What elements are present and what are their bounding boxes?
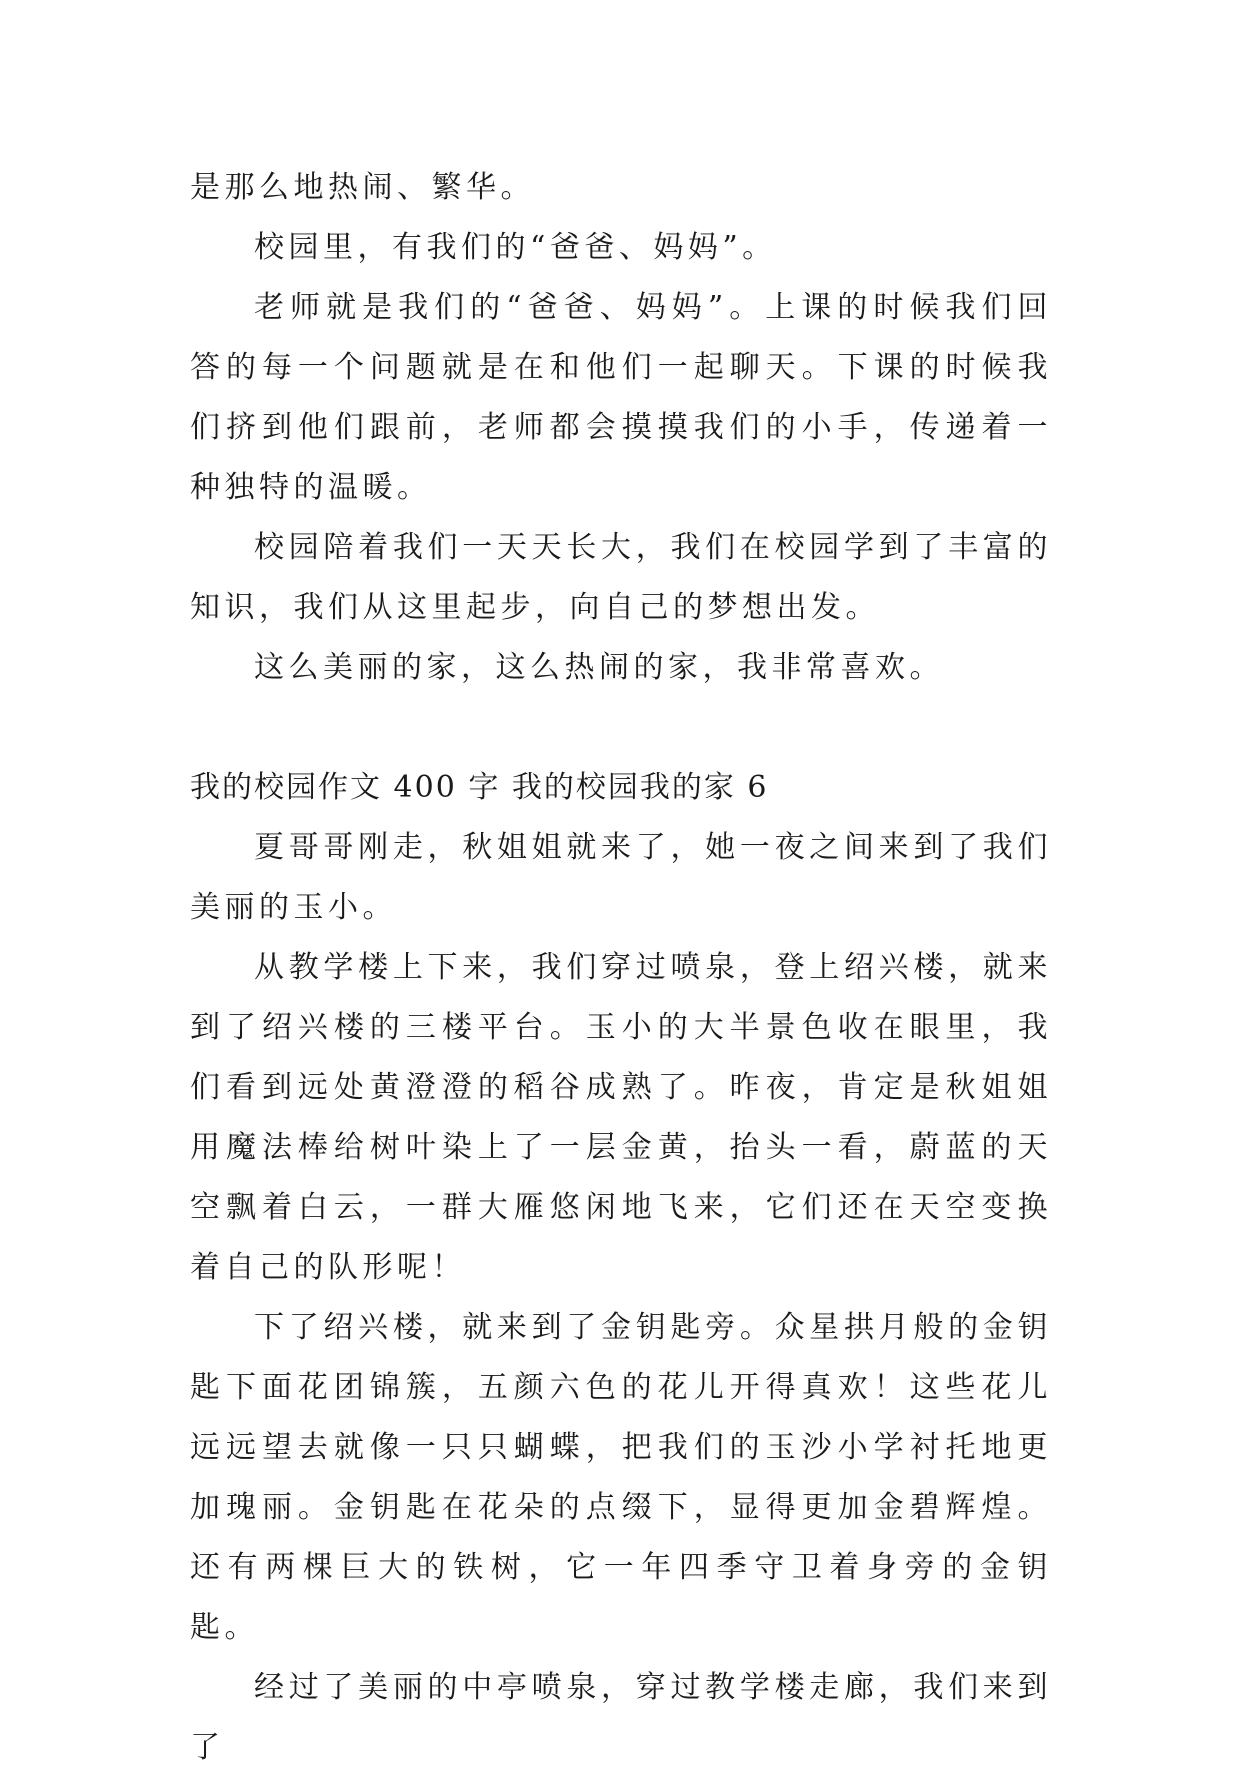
paragraph: 老师就是我们的“爸爸、妈妈”。上课的时候我们回答的每一个问题就是在和他们一起聊天。下课的时候我们挤到他们跟前，老师都会摸摸我们的小手，传递着一种独特的温暖。 (190, 290, 1052, 505)
paragraph: 经过了美丽的中亭喷泉，穿过教学楼走廊，我们来到了 (190, 1670, 1052, 1765)
section-heading: 我的校园作文 400 字 我的校园我的家 6 (190, 770, 769, 805)
paragraph: 下了绍兴楼，就来到了金钥匙旁。众星拱月般的金钥匙下面花团锦簇，五颜六色的花儿开得真欢！这些花儿远远望去就像一只只蝴蝶，把我们的玉沙小学衬托地更加瑰丽。金钥匙在花朵的点缀下，显得更加金碧辉煌。还有两棵巨大的铁树，它一年四季守卫着身旁的金钥匙。 (190, 1310, 1052, 1645)
paragraph: 校园里，有我们的“爸爸、妈妈”。 (254, 230, 777, 265)
paragraph: 从教学楼上下来，我们穿过喷泉，登上绍兴楼，就来到了绍兴楼的三楼平台。玉小的大半景色收在眼里，我们看到远处黄澄澄的稻谷成熟了。昨夜，肯定是秋姐姐用魔法棒给树叶染上了一层金黄，抬头一看，蔚蓝的天空飘着白云，一群大雁悠闲地飞来，它们还在天空变换着自己的队形呢！ (190, 950, 1052, 1285)
document-body (190, 158, 1052, 1778)
paragraph: 校园陪着我们一天天长大，我们在校园学到了丰富的知识，我们从这里起步，向自己的梦想出发。 (190, 530, 1052, 625)
paragraph: 是那么地热闹、繁华。 (190, 170, 535, 205)
section-spacer (190, 698, 1052, 758)
paragraph: 夏哥哥刚走，秋姐姐就来了，她一夜之间来到了我们美丽的玉小。 (190, 830, 1052, 925)
paragraph: 这么美丽的家，这么热闹的家，我非常喜欢。 (254, 650, 944, 685)
